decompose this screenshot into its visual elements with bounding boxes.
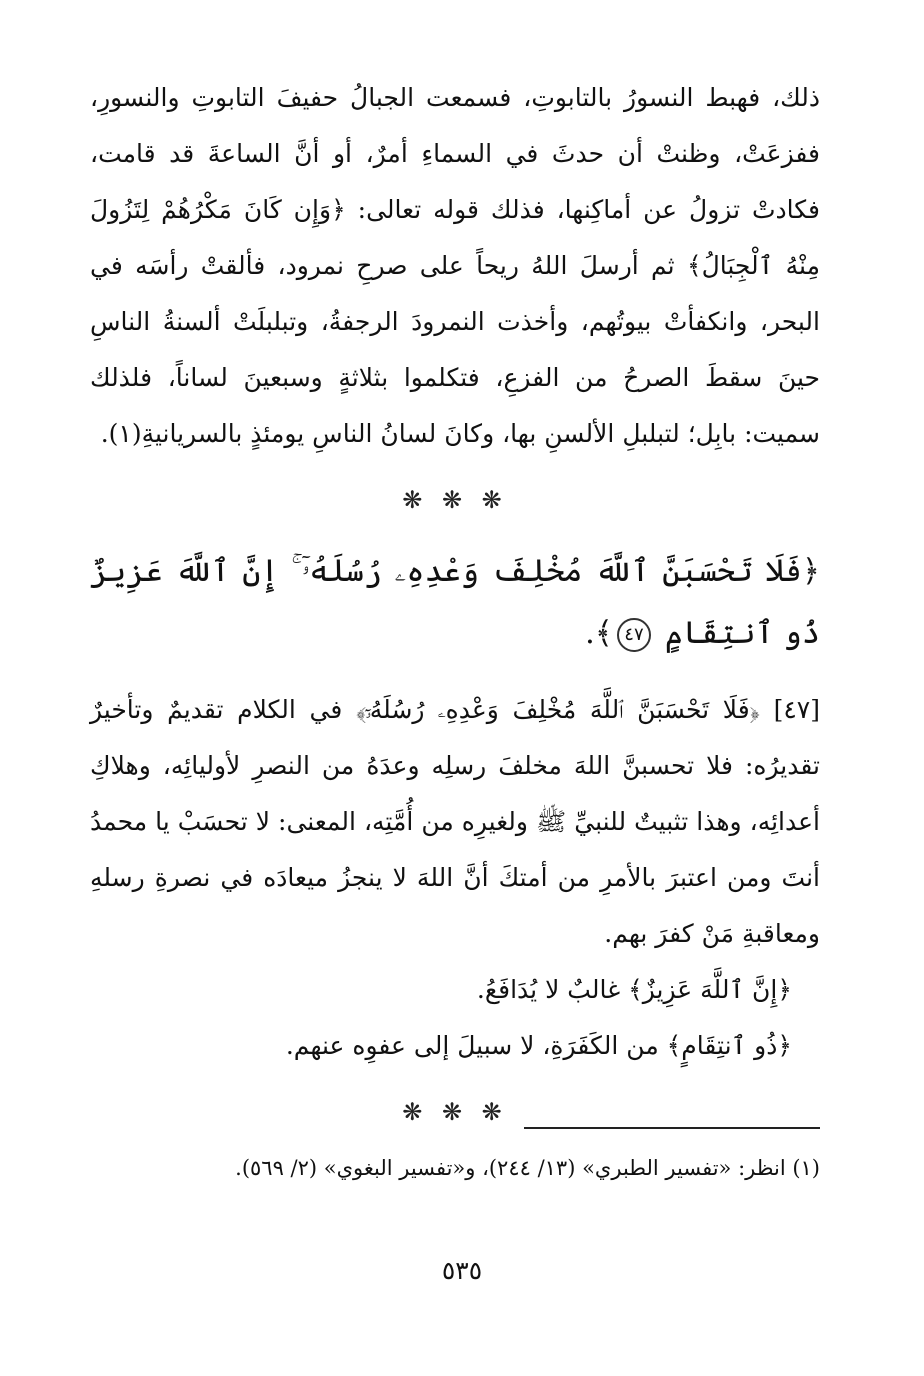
ayah-number-badge: ٤٧ [617,618,651,652]
footnote: (١) انظر: «تفسير الطبري» (١٣/ ٢٤٤)، و«تفسير البغوي» (٢/ ٥٦٩). [235,1156,820,1180]
footnote-divider [524,1127,820,1129]
quran-verse [90,540,820,664]
paragraph-1: ذلك، فهبط النسورُ بالتابوتِ، فسمعت الجبالُ حفيفَ التابوتِ والنسورِ، ففزعَتْ، وظنتْ أن حدثَ في السماءِ أمرٌ، أو أنَّ الساعةَ قد قامت، فكادتْ تزولُ عن أماكِنها، فذلك قوله تعالى: ﴿وَإِن كَانَ مَكْرُهُمْ لِتَزُولَ مِنْهُ ٱلْجِبَالُ﴾ ثم أرسلَ اللهُ ريحاً على صرحِ نمرود، فألقتْ رأسَه في البحر، وانكفأتْ بيوتُهم، وأخذت النمرودَ الرجفةُ، وتبلبلَتْ ألسنةُ الناسِ حينَ سقطَ الصرحُ من الفزعِ، فتكلموا بثلاثةٍ وسبعينَ لساناً، فلذلك سميت: بابِل؛ لتبلبلِ الألسنِ بها، وكانَ لسانُ الناسِ يومئذٍ بالسريانيةِ(١). [90,83,820,448]
section-separator-end: ❋ ❋ ❋ [402,1098,508,1126]
verse-text: ﴿فَلَا تَحْسَبَنَّ ٱللَّهَ مُخْلِفَ وَعْدِهِۦ رُسُلَهُۥٓ ۚ إِنَّ ٱللَّهَ عَزِيزٌ ذُو ٱنتِقَامٍ [90,553,820,651]
commentary-line-1: ﴿إِنَّ ٱللَّهَ عَزِيزٌ﴾ غالبٌ لا يُدَافَعُ. [476,975,792,1004]
commentary-line-2: ﴿ذُو ٱنتِقَامٍ﴾ من الكَفَرَةِ، لا سبيلَ إلى عفوِه عنهم. [285,1031,792,1060]
verse-end: ﴾. [584,615,613,651]
commentary-paragraph: [٤٧] ﴿فَلَا تَحْسَبَنَّ ٱللَّهَ مُخْلِفَ وَعْدِهِۦ رُسُلَهُۥٓ﴾ في الكلام تقديمٌ وتأخيرٌ تقديرُه: فلا تحسبنَّ اللهَ مخلفَ رسلِه وعدَهُ من النصرِ لأوليائِه، وهلاكِ أعدائِه، وهذا تثبيتٌ للنبيِّ ﷺ ولغيرِه من أُمَّتِه، المعنى: لا تحسَبْ يا محمدُ أنتَ ومن اعتبرَ بالأمرِ من أمتكَ أنَّ اللهَ لا ينجزُ ميعادَه في نصرةِ رسلهِ ومعاقبةِ مَنْ كفرَ بهم. [90,695,820,948]
section-separator: ❋ ❋ ❋ [402,486,508,514]
page-body [90,70,820,1132]
page-number: ٥٣٥ [441,1256,483,1285]
